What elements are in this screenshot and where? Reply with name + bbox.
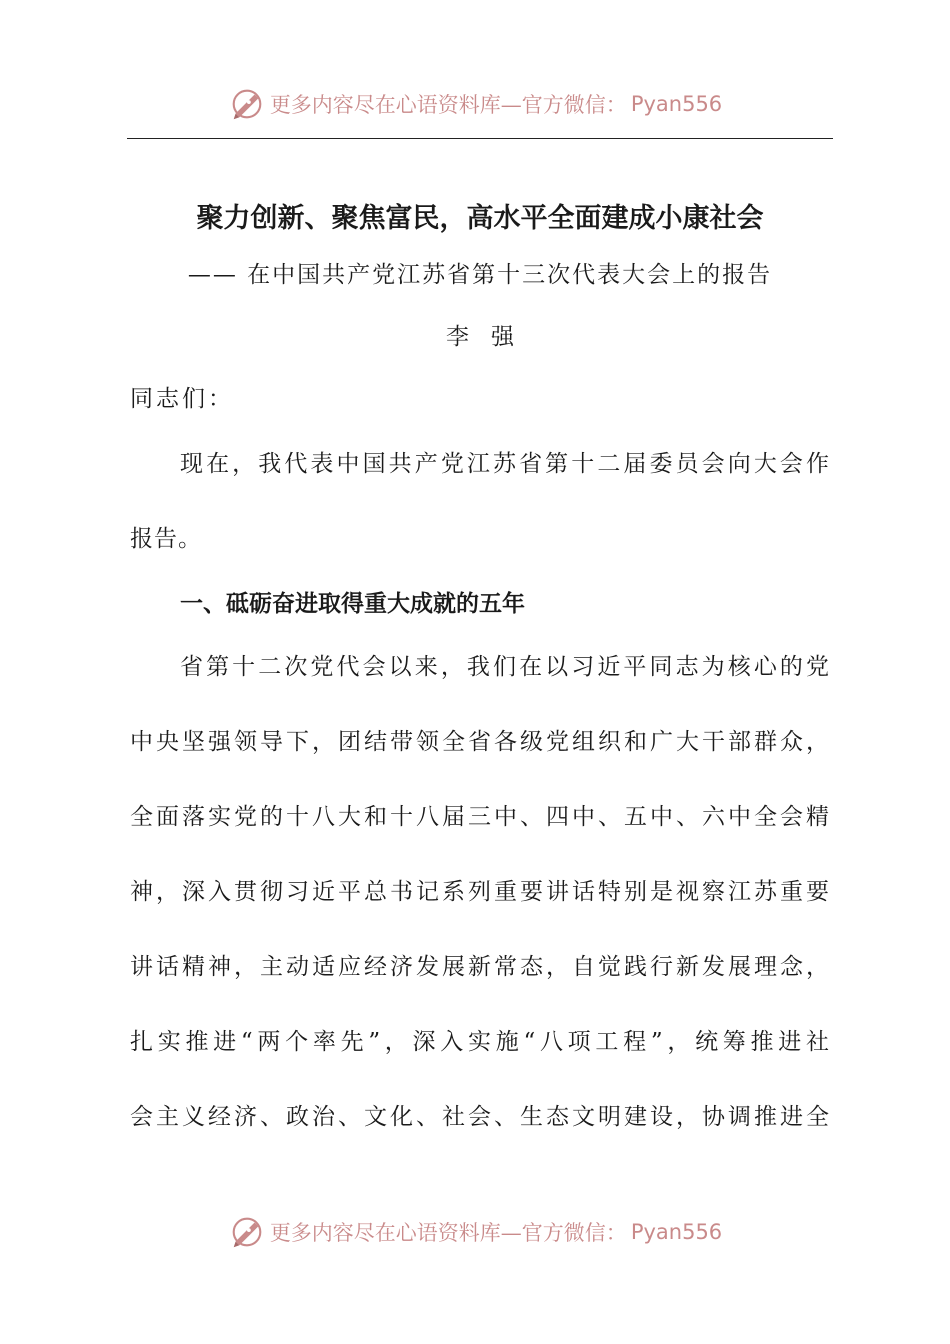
paragraph-line: 讲话精神，主动适应经济发展新常态，自觉践行新发展理念，	[130, 954, 830, 980]
paragraph-line: 省第十二次党代会以来，我们在以习近平同志为核心的党	[180, 654, 830, 680]
header-divider	[127, 138, 833, 139]
paragraph-line: 报告。	[130, 526, 202, 552]
section-heading: 一、砥砺奋进取得重大成就的五年	[180, 591, 525, 617]
watermark-contact: Pyan556	[630, 92, 723, 116]
footer-watermark-banner	[0, 1212, 950, 1252]
paragraph-line: 全面落实党的十八大和十八届三中、四中、五中、六中全会精	[130, 804, 830, 830]
paragraph-line: 中央坚强领导下，团结带领全省各级党组织和广大干部群众，	[130, 729, 830, 755]
watermark-label: 更多内容尽在心语资料库—官方微信：	[269, 1221, 627, 1245]
watermark-label: 更多内容尽在心语资料库—官方微信：	[269, 93, 627, 117]
pen-logo-icon	[228, 1213, 266, 1251]
document-subtitle: —— 在中国共产党江苏省第十三次代表大会上的报告	[187, 262, 773, 288]
paragraph-line: 会主义经济、政治、文化、社会、生态文明建设，协调推进全	[130, 1104, 830, 1130]
document-author: 李强	[446, 324, 536, 350]
document-title: 聚力创新、聚焦富民，高水平全面建成小康社会	[196, 203, 764, 234]
paragraph-line: 扎实推进“两个率先”，深入实施“八项工程”，统筹推进社	[130, 1029, 830, 1055]
greeting: 同志们：	[130, 386, 234, 412]
header-watermark-banner	[0, 84, 950, 124]
pen-logo-icon	[228, 85, 266, 123]
watermark-contact: Pyan556	[630, 1220, 723, 1244]
paragraph-line: 神，深入贯彻习近平总书记系列重要讲话特别是视察江苏重要	[130, 879, 830, 905]
paragraph-line: 现在，我代表中国共产党江苏省第十二届委员会向大会作	[180, 451, 830, 477]
